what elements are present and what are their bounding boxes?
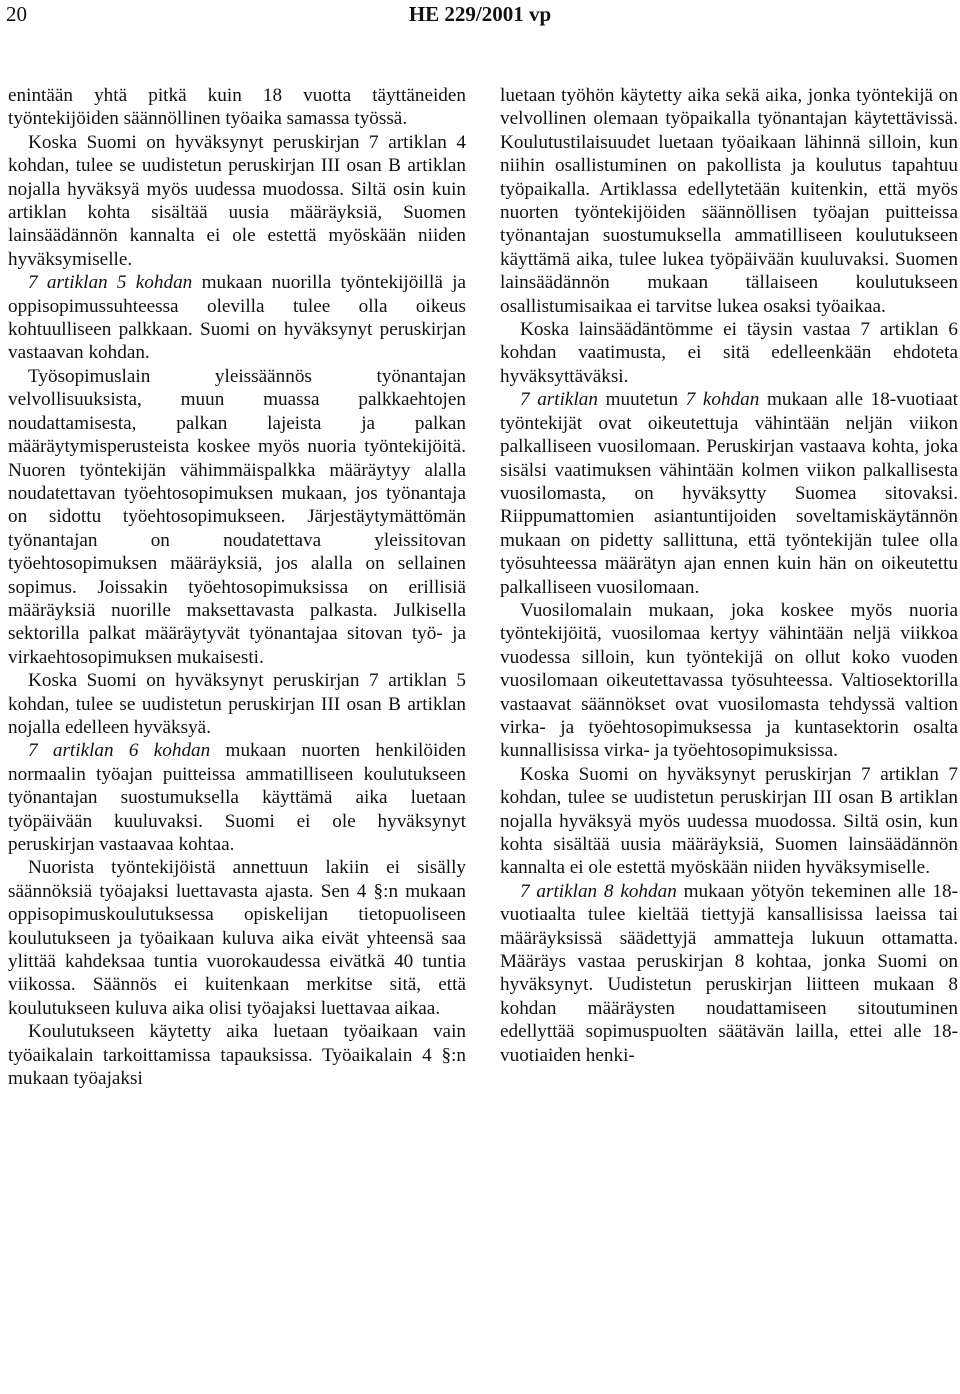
paragraph: Koska Suomi on hyväksynyt peruskirjan 7 artiklan 4 kohdan, tulee se uudistetun peruskirjan III osan B artiklan nojalla hyväksyä myös uudessa muodossa. Siltä osin kuin artiklan kohta sisältää uusia määräyksiä, Suomen lainsäädännön kannalta ei ole estettä myöskään niiden hyväksymiselle. <box>8 131 466 270</box>
paragraph <box>8 271 466 365</box>
paragraph: luetaan työhön käytetty aika sekä aika, jonka työntekijä on velvollinen olemaan työpaikalla työnantajan käytettävissä. Koulutustilaisuudet luetaan työaikaan lähinnä silloin, kun niihin osallistuminen on pakollista ja koulutus tapahtuu työpaikalla. Artiklassa edellytetään kuitenkin, että myös nuorten työntekijöiden säännöllisen työajan puitteissa työnantajan suostumuksella ammatilliseen koulutukseen käyttämä aika, tulee lukea työpäivään kuuluvaksi. Suomen lainsäädännön mukaan tällaiseen koulutukseen osallistumisaikaa ei tarvitse lukea osaksi työaikaa. <box>500 85 958 317</box>
paragraph: Koska Suomi on hyväksynyt peruskirjan 7 artiklan 5 kohdan, tulee se uudistetun peruskirjan III osan B artiklan nojalla edelleen hyväksyä. <box>8 670 466 738</box>
section-reference: 7 kohdan <box>685 389 760 411</box>
paragraph: Vuosilomalain mukaan, joka koskee myös nuoria työntekijöitä, vuosilomaa kertyy vähintään neljä viikkoa vuodessa silloin, kun työntekijä on ollut koko vuoden vuosilomaan oikeutettavassa työsuhteessa. Valtiosektorilla vastaavat säännökset ovat vuosilomasta tehdyssä valtion virka- ja työehtosopimuksessa ja kuntasektorin osalta kunnallisissa virka- ja työehtosopimuksissa. <box>500 599 958 762</box>
left-column <box>8 84 466 1090</box>
page-number: 20 <box>6 2 27 26</box>
paragraph: Työsopimuslain yleissäännös työnantajan velvollisuuksista, muun muassa palkkaehtojen noudattamisesta, palkan lajeista ja palkan määräytymisperusteista koskee myös nuoria työntekijöitä. Nuoren työntekijän vähimmäispalkka määräytyy alalla noudatettavan työehtosopimuksen mukaan, jos työnantaja on sidottu työehtosopimukseen. Järjestäytymättömän työnantajan on noudatettava yleissitovan työehtosopimuksen määräyksiä, jos alalla on sellainen sopimus. Joissakin työehtosopimuksissa on erillisiä määräyksiä nuorille maksettavasta palkasta. Julkisella sektorilla palkat määräytyvät työnantajaa sitovan työ- ja virkaehtosopimuksen mukaisesti. <box>8 365 466 668</box>
paragraph <box>500 388 958 599</box>
paragraph-text: mukaan alle 18-vuotiaat työntekijät ovat oikeutettuja vähintään neljän viikon palkalliseen vuosilomaan. Peruskirjan vastaava kohta, joka sisälsi vaatimuksen vähintään kolmen viikon palkallisesta vuosilomasta, on hyväksytty Suomea sitovaksi. Riippumattomien asiantuntijoiden soveltamiskäytännön mukaan on pidetty sallittuna, että työntekijän tulee olla työsuhteessa määrätyn ajan ennen kuin hän on oikeutettu palkalliseen vuosilomaan. <box>500 389 958 598</box>
paragraph-text: muutetun <box>597 389 686 411</box>
section-reference: 7 artiklan <box>520 389 598 411</box>
paragraph: enintään yhtä pitkä kuin 18 vuotta täyttäneiden työntekijöiden säännöllinen työaika samassa työssä. <box>8 85 466 130</box>
paragraph-text: mukaan nuorten henkilöiden normaalin työajan puitteissa ammatilliseen koulutukseen työnantajan suostumuksella käyttämä aika luetaan työpäivään kuuluvaksi. Suomi ei ole hyväksynyt peruskirjan vastaavaa kohtaa. <box>8 740 466 855</box>
section-reference: 7 artiklan 6 kohdan <box>28 740 211 762</box>
paragraph: Koska lainsäädäntömme ei täysin vastaa 7 artiklan 6 kohdan vaatimusta, ei sitä edelleenkään ehdoteta hyväksyttäväksi. <box>500 319 958 387</box>
section-reference: 7 artiklan 5 kohdan <box>28 272 193 294</box>
paragraph: Koska Suomi on hyväksynyt peruskirjan 7 artiklan 7 kohdan, tulee se uudistetun peruskirjan III osan B artiklan nojalla hyväksyä myös uudessa muodossa. Siltä osin, kun kohta sisältää uusia määräyksiä, Suomen lainsäädännön kannalta ei ole estettä myöskään niiden hyväksymiselle. <box>500 763 958 879</box>
right-column <box>500 84 958 1067</box>
section-reference: 7 artiklan 8 kohdan <box>520 880 677 902</box>
paragraph: Nuorista työntekijöistä annettuun lakiin ei sisälly säännöksiä työajaksi luettavasta ajasta. Sen 4 §:n mukaan oppisopimuskoulutuksessa opiskelijan tietopuoliseen koulutukseen ja työaikaan kuluva aika eivät yhteensä saa ylittää kahdeksaa tuntia vuorokaudessa eivätkä 40 tuntia viikossa. Säännös ei kuitenkaan merkitse sitä, että koulutukseen kuluva aika olisi työajaksi luettavaa aikaa. <box>8 857 466 1019</box>
paragraph <box>8 739 466 856</box>
paragraph-text: mukaan nuorilla työntekijöillä ja oppisopimussuhteessa olevilla tulee olla oikeus kohtuulliseen palkkaan. Suomi on hyväksynyt peruskirjan vastaavan kohdan. <box>8 272 466 364</box>
paragraph: Koulutukseen käytetty aika luetaan työaikaan vain työaikalain tarkoittamissa tapauksissa. Työaikalain 4 §:n mukaan työajaksi <box>8 1021 466 1090</box>
paragraph-text: mukaan yötyön tekeminen alle 18-vuotiaalta tulee kieltää tiettyjä kansallisissa laeissa tai määräyksissä säädettyjä ammatteja lukuun ottamatta. Määräys vastaa peruskirjan 8 kohtaa, jonka Suomi on hyväksynyt. Uudistetun peruskirjan liitteen mukaan 8 kohdan määräysten noudattamiseen sitoutuminen edellyttää sopimuspuolten säätävän lailla, ettei alle 18-vuotiaiden henki- <box>500 880 958 1066</box>
document-id: HE 229/2001 vp <box>408 2 552 26</box>
paragraph <box>500 880 958 1067</box>
